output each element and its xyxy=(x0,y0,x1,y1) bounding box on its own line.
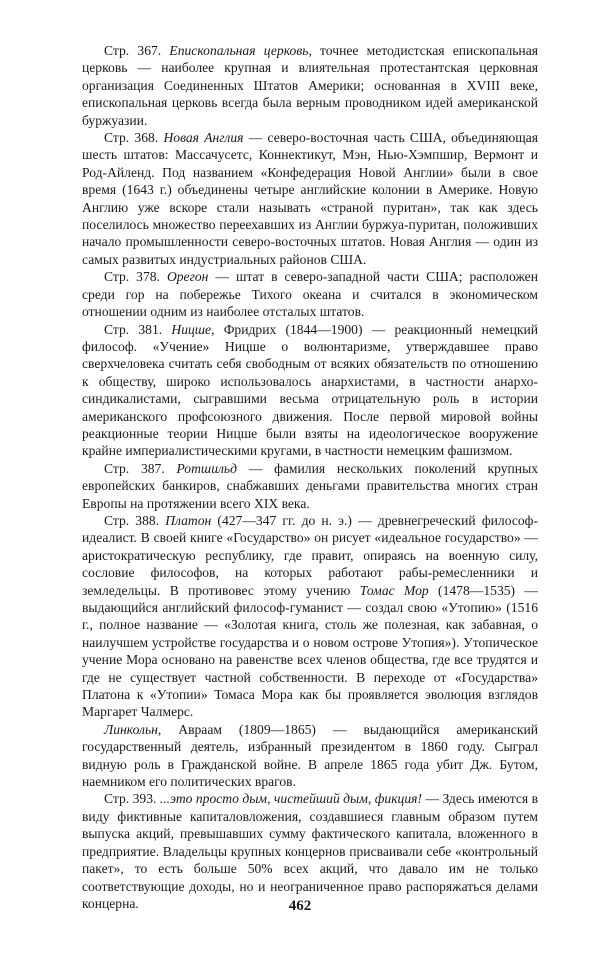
note-text-continued: (1478—1535) — выдающийся английский философ-гуманист — создал свою «Утопию» (1516 г., полное название — «Золотая книга, столь же полезная, как забавная, о наилучшем устройстве государства и о новом острове Утопия»). Утопическое учение Мора основано на равенстве всех членов общества, где все трудятся и где не существует частной собственности. В переходе от «Государства» Платона к «Утопии» Томаса Мора как бы проявляется эволюция взглядов Маргарет Чалмерс. xyxy=(82,582,538,720)
note-text: (427—347 гг. до н. э.) — древнегреческий философ-идеалист. В своей книге «Государство» он рисует «идеальное государство» — аристократическую республику, где правит, опираясь на военную силу, сословие философов, на которых работают рабы-ремесленники и земледельцы. В противовес этому учению xyxy=(82,512,538,598)
note-oregon xyxy=(82,268,538,320)
page-reference: Стр. 381. xyxy=(104,321,172,337)
page-reference: Стр. 367. xyxy=(104,43,170,58)
page-number: 462 xyxy=(288,898,312,914)
note-text: — фамилия нескольких поколений крупных европейских банкиров, снабжавших деньгами правительства многих стран Европы на протяжении всего XIX века. xyxy=(82,460,538,511)
note-term: Епископальная церковь xyxy=(169,43,309,58)
note-new-england xyxy=(82,129,538,268)
note-text: — Здесь имеются в виду фиктивные капиталовложения, создавшиеся главным образом путем выпуска акций, превышавших сумму фактического капитала, вложенного в предприятие. Владельцы крупных концернов присваивали себе «контрольный пакет», то есть больше 50% всех акций, что давало им не только соответствующие доходы, но и неограниченное право распоряжаться делами концерна. xyxy=(82,791,538,911)
note-term: Новая Англия xyxy=(163,130,244,146)
page-reference: Стр. 368. xyxy=(104,130,164,146)
note-text: , Фридрих (1844—1900) — реакционный немецкий философ. «Учение» Ницше о волюнтаризме, утверждавшее право сверхчеловека считать себя свободным от всяких обязательств по отношению к обществу, широко использовалось анархистами, в частности анархо-синдикалистами, сыгравшими весьма отрицательную роль в истории американского профсоюзного движения. После первой мировой войны реакционные теории Ницше были взяты на идеологическое вооружение крайне империалистическими кругами, в частности немецким фашизмом. xyxy=(82,321,538,459)
page-reference: Стр. 393. xyxy=(104,791,160,807)
note-text: , точнее методистская епископальная церковь — наиболее крупная и влиятельная протестантская церковная организация Соединенных Штатов Америки; основанная в XVIII веке, епископальная церковь всегда была верным проводником идей американской буржуазии. xyxy=(82,43,538,128)
note-plato xyxy=(82,512,538,721)
note-term: Орегон xyxy=(166,269,209,285)
page-reference: Стр. 388. xyxy=(104,512,166,528)
note-nietzsche xyxy=(82,321,538,460)
note-term: Линкольн xyxy=(104,721,158,737)
note-text: — северо-восточная часть США, объединяющая шесть штатов: Массачусетс, Коннектикут, Мэн, Нью-Хэмпшир, Вермонт и Род-Айленд. Под названием «Конфедерация Новой Англии» были в свое время (1643 г.) объединены четыре английские колонии в Америке. Новую Англию уже вскоре стали называть «страной пуритан», так как здесь поселилось множество переехавших из Англии буржуа-пуритан, положивших начало промышленности северо-восточных штатов. Новая Англия — один из самых развитых индустриальных районов США. xyxy=(82,130,539,267)
note-term: Ротшильд xyxy=(176,460,237,476)
note-rothschild xyxy=(82,460,538,512)
note-term: Платон xyxy=(165,512,212,528)
page-reference: Стр. 387. xyxy=(104,460,177,476)
note-text: , Авраам (1809—1865) — выдающийся американский государственный деятель, избранный президентом в 1860 году. Сыграл видную роль в Гражданской войне. В апреле 1865 года убит Дж. Бутом, наемником его политических врагов. xyxy=(82,721,538,790)
page-reference: Стр. 378. xyxy=(104,269,167,285)
note-text: — штат в северо-западной части США; расположен среди гор на побережье Тихого океана и считался в экономическом отношении одним из наиболее отсталых штатов. xyxy=(82,269,538,320)
note-term-secondary: Томас Мор xyxy=(359,582,429,598)
note-episcopal-church xyxy=(82,42,538,129)
note-term: Ницше xyxy=(171,321,212,337)
note-term: ...это просто дым, чистейший дым, фикция! xyxy=(159,791,422,807)
note-lincoln xyxy=(82,721,538,791)
note-fiction xyxy=(82,790,538,912)
